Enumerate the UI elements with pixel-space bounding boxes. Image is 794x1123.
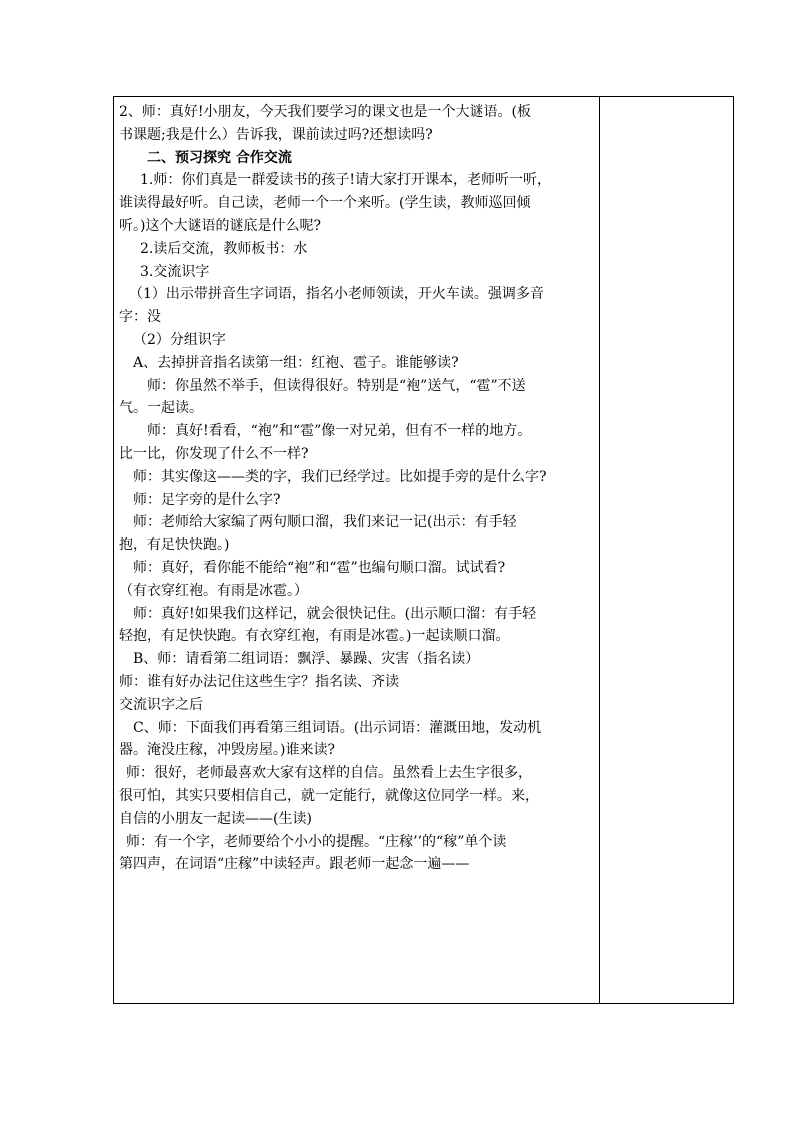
text-line: 比一比，你发现了什么不一样? [119, 445, 309, 462]
text-line: 师：老师给大家编了两句顺口溜，我们来记一记(出示：有手轻 [133, 514, 517, 531]
text-line: 轻抱，有足快快跑。有衣穿红袍，有雨是冰雹。)一起读顺口溜。 [119, 628, 510, 645]
text-line: 2.读后交流，教师板书：水 [140, 240, 308, 257]
text-line: （1）出示带拼音生字词语，指名小老师领读，开火车读。强调多音 [129, 286, 544, 303]
text-line: B、师：请看第二组词语：飘浮、暴躁、灾害（指名读） [133, 651, 480, 668]
text-line: 1.师：你们真是一群爱读书的孩子!请大家打开课本，老师听一听， [140, 172, 551, 189]
text-line: 自信的小朋友一起读——(生读) [119, 810, 312, 827]
text-line: （有衣穿红袍。有雨是冰雹。） [119, 582, 308, 599]
text-line: C、师：下面我们再看第三组词语。(出示词语：灌溉田地，发动机 [133, 719, 542, 736]
text-line: 师：很好，老师最喜欢大家有这样的自信。虽然看上去生字很多， [126, 765, 532, 782]
text-line: 谁读得最好听。自己读，老师一个一个来听。(学生读，教师巡回倾 [119, 195, 531, 212]
text-line: 师：真好，看你能不能给“袍”和“雹”也编句顺口溜。试试看? [133, 559, 506, 576]
text-line: 字：没 [119, 309, 161, 326]
text-line: 2、师：真好!小朋友，今天我们要学习的课文也是一个大谜语。(板 [119, 104, 531, 120]
lesson-plan-table [113, 96, 734, 1004]
text-line: 抱，有足快快跑。) [119, 537, 230, 554]
text-line: 交流识字之后 [119, 696, 203, 713]
lesson-content-cell [114, 97, 600, 1003]
text-line: 3.交流识字 [140, 263, 210, 280]
text-line: 书课题;我是什么）告诉我，课前读过吗?还想读吗? [119, 126, 433, 143]
text-line: 师：你虽然不举手，但读得很好。特别是“袍”送气，“雹”不送 [147, 377, 526, 394]
text-line: （2）分组识字 [133, 331, 226, 348]
notes-cell [600, 97, 733, 1003]
text-line: 师：谁有好办法记住这些生字？指名读、齐读 [119, 673, 399, 690]
text-line: 听。)这个大谜语的谜底是什么呢? [119, 217, 321, 234]
text-line: 第四声，在词语“庄稼”中读轻声。跟老师一起念一遍—— [119, 856, 470, 873]
text-line: 很可怕，其实只要相信自己，就一定能行，就像这位同学一样。来， [119, 787, 539, 804]
text-line: A、去掉拼音指名读第一组：红袍、雹子。谁能够读? [133, 354, 459, 371]
section-heading: 二、预习探究 合作交流 [147, 149, 292, 166]
text-line: 气。一起读。 [119, 400, 203, 417]
text-line: 师：足字旁的是什么字? [133, 491, 281, 508]
text-line: 师：有一个字，老师要给个小小的提醒。“庄稼’’的“稼”单个读 [126, 833, 507, 850]
text-line: 器。淹没庄稼，冲毁房屋。)谁来读? [119, 742, 335, 759]
text-line: 师：真好!看看，“袍”和“雹”像一对兄弟，但有不一样的地方。 [147, 423, 532, 440]
text-line: 师：其实像这——类的字，我们已经学过。比如提手旁的是什么字? [133, 468, 547, 485]
text-line: 师：真好!如果我们这样记，就会很快记住。(出示顺口溜：有手轻 [133, 605, 537, 622]
